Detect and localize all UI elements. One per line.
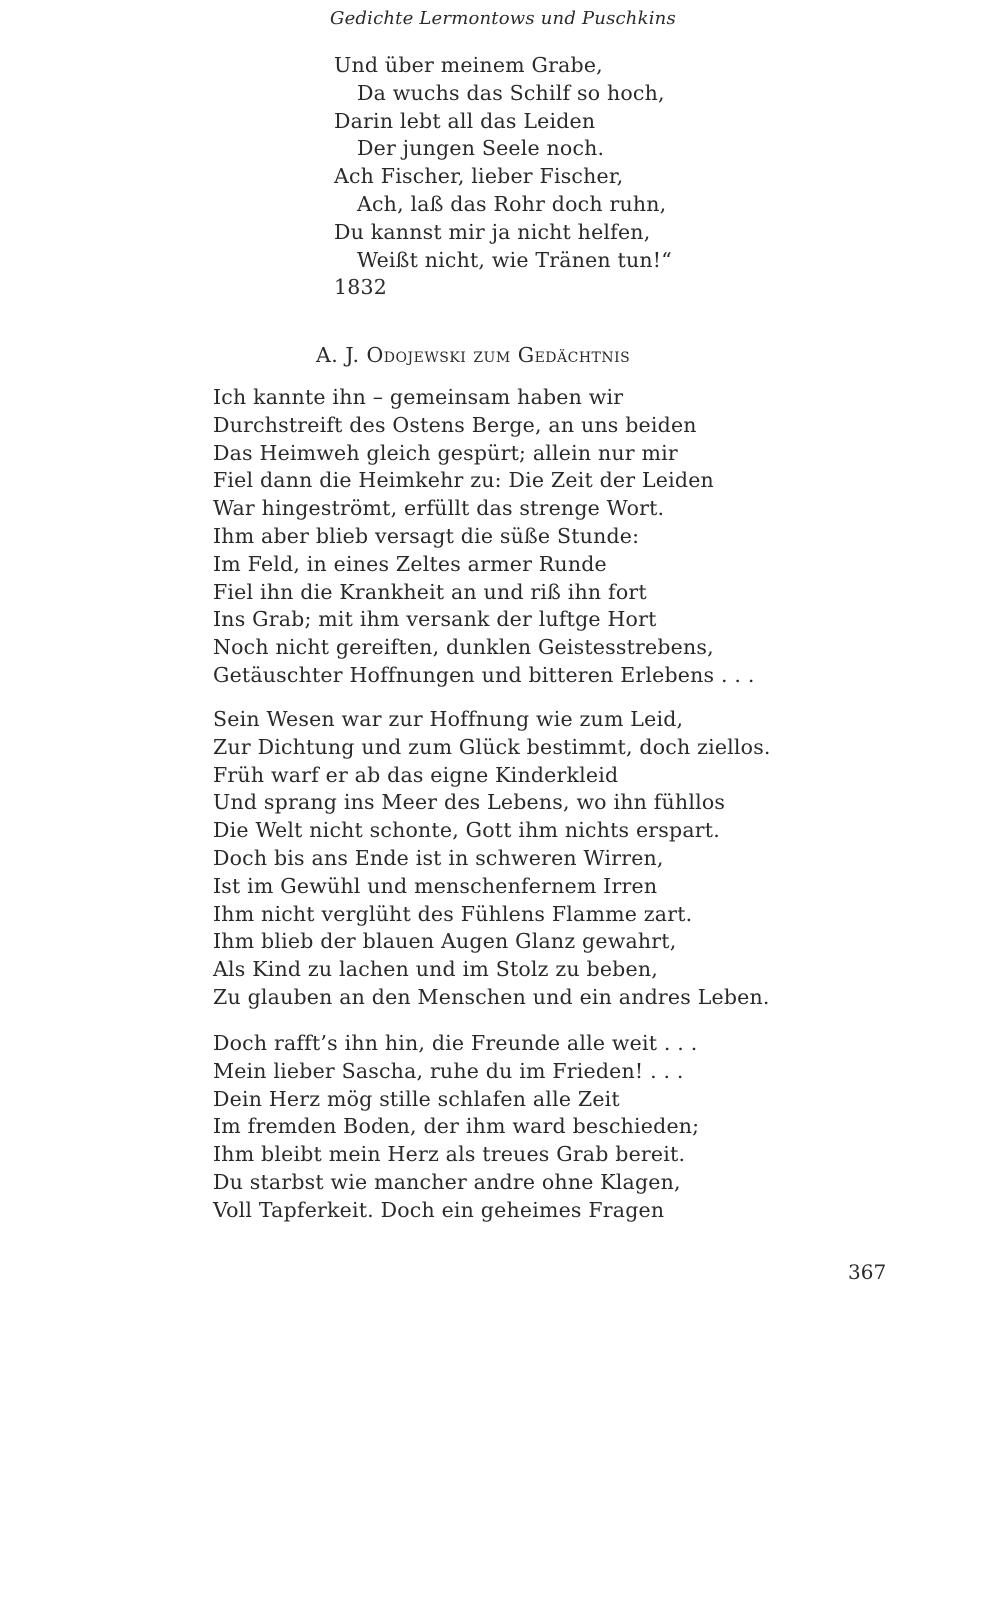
poem-line: Doch bis ans Ende ist in schweren Wirren, [213, 845, 664, 870]
poem-line: Ins Grab; mit ihm versank der luftge Hort [213, 607, 657, 632]
poem-line: Und über meinem Grabe, [334, 53, 603, 77]
poem-line: Sein Wesen war zur Hoffnung wie zum Leid, [213, 707, 684, 731]
poem-line: Früh warf er ab das eigne Kinderkleid [213, 762, 619, 787]
poem-line: Zur Dichtung und zum Glück bestimmt, doch ziellos. [213, 734, 771, 759]
poem-line: Die Welt nicht schonte, Gott ihm nichts erspart. [213, 818, 720, 843]
poem-line: Das Heimweh gleich gespürt; allein nur mir [213, 440, 678, 465]
poem-line: Du kannst mir ja nicht helfen, [334, 219, 651, 244]
poem-line: Ihm blieb der blauen Augen Glanz gewahrt, [213, 929, 677, 954]
page-number: 367 [848, 1260, 887, 1284]
poem-line: Der jungen Seele noch. [357, 136, 605, 161]
poem-stanza-1 [213, 384, 755, 690]
poem-line: Im fremden Boden, der ihm ward beschieden; [213, 1114, 700, 1139]
poem-line: Voll Tapferkeit. Doch ein geheimes Fragen [213, 1197, 665, 1222]
poem-line: Im Feld, in eines Zeltes armer Runde [213, 551, 607, 576]
poem-line: Fiel dann die Heimkehr zu: Die Zeit der Leiden [213, 468, 714, 493]
poem-line: Als Kind zu lachen und im Stolz zu beben, [213, 957, 658, 982]
poem-stanza-3 [213, 1030, 699, 1225]
poem-line: Ihm aber blieb versagt die süße Stunde: [213, 523, 640, 548]
poem-stanza-2 [213, 706, 771, 1012]
poem-line: Doch rafft’s ihn hin, die Freunde alle weit . . . [213, 1031, 698, 1055]
running-head: Gedichte Lermontows und Puschkins [330, 8, 676, 29]
poem-line: Fiel ihn die Krankheit an und riß ihn fort [213, 579, 647, 604]
poem-line: Zu glauben an den Menschen und ein andres Leben. [213, 984, 770, 1009]
poem-line: War hingeströmt, erfüllt das strenge Wort. [213, 496, 665, 521]
poem-line: Ihm bleibt mein Herz als treues Grab bereit. [213, 1142, 686, 1167]
poem-line: Und sprang ins Meer des Lebens, wo ihn fühllos [213, 790, 726, 815]
poem-line: Da wuchs das Schilf so hoch, [357, 80, 665, 105]
poem-line: Mein lieber Sascha, ruhe du im Frieden! . . . [213, 1058, 684, 1083]
poem-line: Ist im Gewühl und menschenfernem Irren [213, 873, 658, 898]
poem-line: Du starbst wie mancher andre ohne Klagen, [213, 1169, 681, 1194]
poem-title: A. J. Odojewski zum Gedächtnis [316, 343, 631, 367]
poem-line: Durchstreift des Ostens Berge, an uns beiden [213, 412, 697, 437]
poem-line: Ach, laß das Rohr doch ruhn, [357, 191, 667, 216]
poem-line: Dein Herz mög stille schlafen alle Zeit [213, 1086, 620, 1111]
poem-line: Darin lebt all das Leiden [334, 108, 596, 133]
poem-year: 1832 [334, 275, 387, 300]
poem-line: Getäuschter Hoffnungen und bitteren Erlebens . . . [213, 662, 755, 687]
poem-ending [334, 52, 672, 302]
poem-line: Weißt nicht, wie Tränen tun!“ [357, 247, 672, 272]
poem-line: Ich kannte ihn – gemeinsam haben wir [213, 385, 624, 409]
poem-line: Noch nicht gereiften, dunklen Geistesstrebens, [213, 635, 714, 660]
poem-line: Ach Fischer, lieber Fischer, [334, 164, 624, 189]
poem-line: Ihm nicht verglüht des Fühlens Flamme zart. [213, 901, 693, 926]
